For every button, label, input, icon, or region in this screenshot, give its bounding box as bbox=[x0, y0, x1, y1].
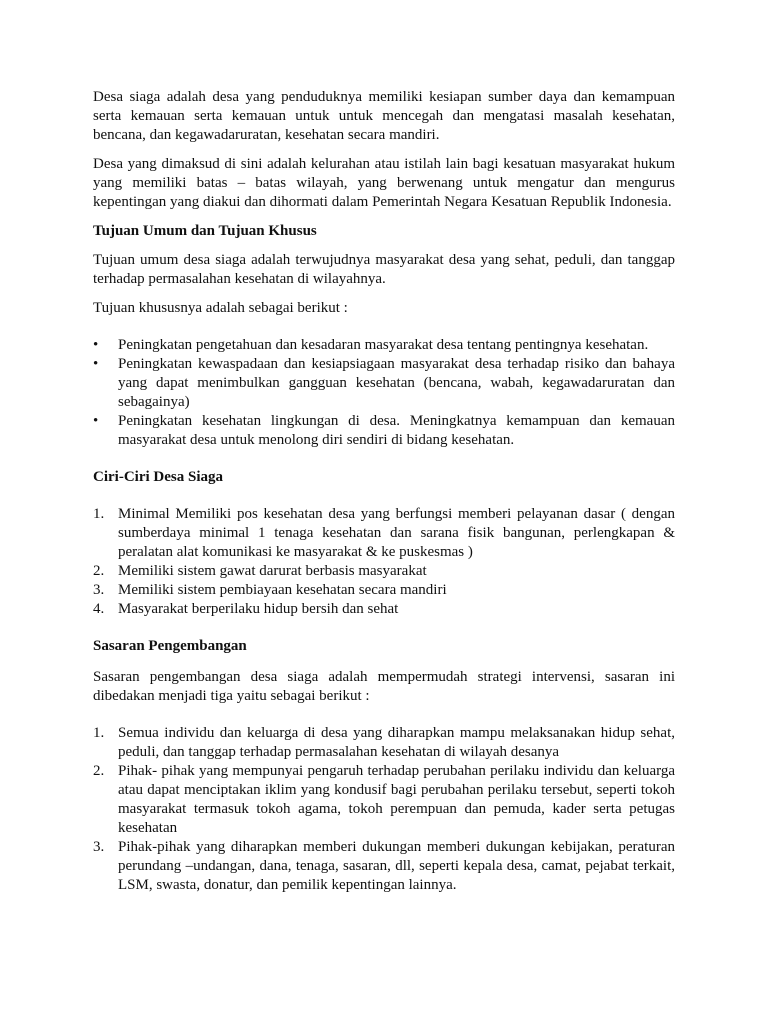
tujuan-umum-paragraph: Tujuan umum desa siaga adalah terwujudnya masyarakat desa yang sehat, peduli, dan tanggap terhadap permasalahan kesehatan di wilayahnya. bbox=[93, 252, 675, 287]
tujuan-khusus-list bbox=[93, 336, 675, 450]
intro-paragraph-1: Desa siaga adalah desa yang penduduknya memiliki kesiapan sumber daya dan kemampuan serta kemauan serta kemauan untuk untuk mencegah dan mengatasi masalah kesehatan, bencana, dan kegawadaruratan, kesehatan secara mandiri. bbox=[93, 89, 675, 143]
bullet-icon: • bbox=[93, 413, 99, 429]
list-item-text: Minimal Memiliki pos kesehatan desa yang berfungsi memberi pelayanan dasar ( dengan sumberdaya minimal 1 tenaga kesehatan dan sarana fisik bangunan, perlengkapan & peralatan alat komunikasi ke masyarakat & ke puskesmas ) bbox=[118, 506, 675, 560]
tujuan-khusus-intro: Tujuan khususnya adalah sebagai berikut : bbox=[93, 300, 348, 316]
list-number: 1. bbox=[93, 506, 105, 522]
heading-sasaran: Sasaran Pengembangan bbox=[93, 638, 247, 654]
sasaran-paragraph: Sasaran pengembangan desa siaga adalah mempermudah strategi intervensi, sasaran ini dibedakan menjadi tiga yaitu sebagai berikut : bbox=[93, 669, 675, 704]
list-item-text: Masyarakat berperilaku hidup bersih dan sehat bbox=[118, 601, 399, 617]
list-item bbox=[93, 562, 675, 581]
list-item-text: Peningkatan kewaspadaan dan kesiapsiagaan masyarakat desa terhadap risiko dan bahaya yang dapat menimbulkan gangguan kesehatan (bencana, wabah, kegawadaruratan dan sebagainya) bbox=[118, 356, 675, 410]
list-number: 3. bbox=[93, 582, 105, 598]
list-number: 2. bbox=[93, 763, 105, 779]
list-item bbox=[93, 600, 675, 619]
sasaran-list bbox=[93, 724, 675, 895]
list-item bbox=[93, 505, 675, 562]
list-item-text: Peningkatan pengetahuan dan kesadaran masyarakat desa tentang pentingnya kesehatan. bbox=[118, 337, 649, 353]
intro-paragraph-2: Desa yang dimaksud di sini adalah kelurahan atau istilah lain bagi kesatuan masyarakat hukum yang memiliki batas – batas wilayah, yang berwenang untuk mengatur dan mengurus kepentingan yang diakui dan dihormati dalam Pemerintah Negara Kesatuan Republik Indonesia. bbox=[93, 156, 675, 210]
list-item-text: Memiliki sistem pembiayaan kesehatan secara mandiri bbox=[118, 582, 447, 598]
list-item bbox=[93, 336, 675, 355]
list-number: 1. bbox=[93, 725, 105, 741]
list-item bbox=[93, 838, 675, 895]
list-item-text: Pihak-pihak yang diharapkan memberi dukungan memberi dukungan kebijakan, peraturan perundang –undangan, dana, tenaga, sasaran, dll, seperti kepala desa, camat, pejabat terkait, LSM, swasta, donatur, dan pemilik kepentingan lainnya. bbox=[118, 839, 675, 893]
heading-ciri: Ciri-Ciri Desa Siaga bbox=[93, 469, 223, 485]
list-item-text: Semua individu dan keluarga di desa yang diharapkan mampu melaksanakan hidup sehat, peduli, dan tanggap terhadap permasalahan kesehatan di wilayah desanya bbox=[118, 725, 675, 760]
list-item bbox=[93, 762, 675, 838]
ciri-list bbox=[93, 505, 675, 619]
list-item-text: Pihak- pihak yang mempunyai pengaruh terhadap perubahan perilaku individu dan keluarga atau dapat menciptakan iklim yang kondusif bagi perubahan perilaku tersebut, seperti tokoh masyarakat termasuk tokoh agama, tokoh perempuan dan pemuda, kader serta petugas kesehatan bbox=[118, 763, 675, 836]
list-number: 3. bbox=[93, 839, 105, 855]
bullet-icon: • bbox=[93, 337, 99, 353]
list-item bbox=[93, 581, 675, 600]
list-item-text: Peningkatan kesehatan lingkungan di desa. Meningkatnya kemampuan dan kemauan masyarakat desa untuk menolong diri sendiri di bidang kesehatan. bbox=[118, 413, 675, 448]
list-item bbox=[93, 355, 675, 412]
heading-tujuan: Tujuan Umum dan Tujuan Khusus bbox=[93, 223, 317, 239]
list-item bbox=[93, 724, 675, 762]
list-item-text: Memiliki sistem gawat darurat berbasis masyarakat bbox=[118, 563, 427, 579]
document-page bbox=[93, 88, 675, 895]
list-item bbox=[93, 412, 675, 450]
bullet-icon: • bbox=[93, 356, 99, 372]
list-number: 2. bbox=[93, 563, 105, 579]
list-number: 4. bbox=[93, 601, 105, 617]
